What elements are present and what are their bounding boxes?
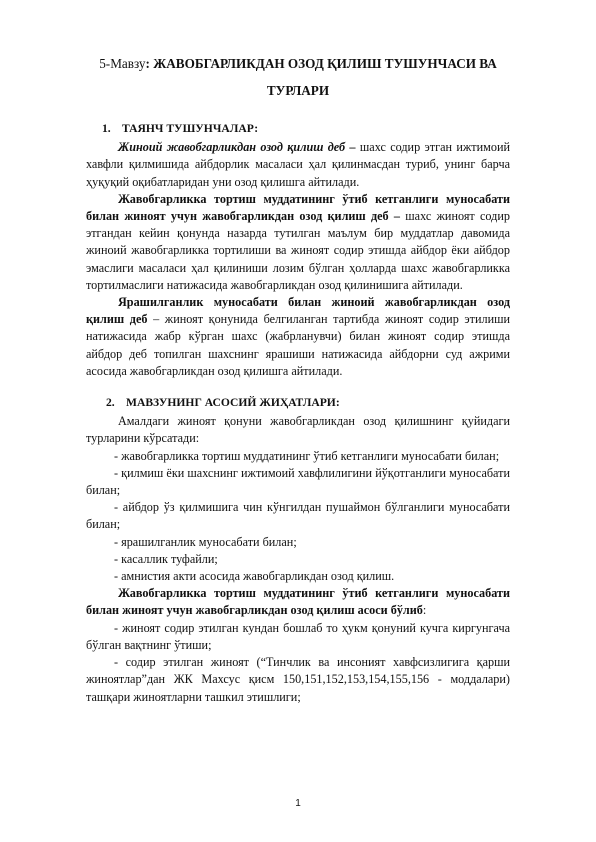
definition-term-2: Жавобгарликка тортиш муддатининг ўтиб кетганлиги муносабати билан жиноят учун жавобгарликдан озод қилиш деб –	[86, 191, 510, 224]
section-2-title: МАВЗУНИНГ АСОСИЙ ЖИҲАТЛАРИ:	[126, 396, 340, 410]
basis-paragraph	[86, 585, 510, 619]
title-colon: :	[145, 56, 154, 71]
title-main: ЖАВОБГАРЛИКДАН ОЗОД ҚИЛИШ ТУШУНЧАСИ ВА ТУРЛАРИ	[153, 56, 497, 98]
definition-text-2: шахс жиноят содир этгандан кейин қонунда назарда тутилган маълум бир муддатлар давомида жиноий жавобгарликка тортилиши ва жиноят содир этишда айбдор ёки айбдор эмаслиги масаласи ҳал қилиниши лозим бўлган ҳолларда шахс жавобгарликка тортилмаслиги натижасида жавобгарликдан озод қилинишига айтилади.	[86, 209, 510, 292]
basis-list-item: - содир этилган жиноят (“Тинчлик ва инсоният хавфсизлигига қарши жиноятлар”дан ЖК Махсус қисм 150,151,152,153,154,155,156 - моддалари) ташқари жиноятларни ташкил этишлиги;	[86, 655, 510, 704]
section-1-title: ТАЯНЧ ТУШУНЧАЛАР:	[122, 122, 259, 135]
list-item: - ярашилганлик муносабати билан;	[114, 534, 297, 549]
section-1-number: 1.	[102, 122, 111, 135]
section-2-heading	[86, 394, 510, 411]
definition-paragraph-1	[86, 139, 510, 191]
definition-text-1: шахс содир этган ижтимоий хавфли қилмишида айбдорлик масаласи ҳал қилинмасдан туриб, унинг барча ҳуқуқий оқибатларидан уни озод қилишга айтилади.	[86, 140, 510, 189]
section-1-heading	[86, 120, 510, 137]
definition-term-3: Ярашилганлик муносабати билан жиноий жавобгарликдан озод қилиш деб	[86, 295, 510, 327]
basis-list-item: - жиноят содир этилган кундан бошлаб то ҳукм қонуний кучга киргунгача бўлган вақтнинг ўтиши;	[86, 620, 510, 652]
list-item: - касаллик туфайли;	[114, 551, 218, 566]
page-title	[80, 50, 516, 104]
definition-paragraph-2	[86, 191, 510, 294]
list-item: - жавобгарликка тортиш муддатининг ўтиб кетганлиги муносабати билан;	[114, 448, 500, 463]
list-item: - амнистия акти асосида жавобгарликдан озод қилиш.	[114, 569, 395, 584]
topic-prefix: 5-Мавзу	[99, 56, 146, 71]
definition-term-1: Жиноий жавобгарликдан озод қилиш деб –	[118, 140, 356, 155]
definition-paragraph-3	[86, 294, 510, 380]
definition-text-3: – жиноят қонунида белгиланган тартибда жиноят содир этилиши натижасида жабр кўрган шахс (жабрланувчи) билан жиноят содир этишда айбдор деб топилган шахснинг ярашиши натижасида айбдорни суд ажрими асосида жавобгарликдан озод қилишга айтилади.	[86, 312, 510, 378]
section-2-intro: Амалдаги жиноят қонуни жавобгарликдан озод қилишнинг қуйидаги турларини кўрсатади:	[86, 414, 510, 446]
basis-term: Жавобгарликка тортиш муддатининг ўтиб кетганлиги муносабати билан жиноят учун жавобгарликдан озод қилиш асоси бўлиб	[86, 586, 510, 618]
list-item: - айбдор ўз қилмишига чин кўнгилдан пушаймон бўлганлиги муносабати билан;	[86, 500, 510, 532]
document-body	[86, 120, 510, 706]
basis-colon: :	[422, 603, 427, 618]
section-2-number: 2.	[106, 396, 115, 410]
list-item: - қилмиш ёки шахснинг ижтимоий хавфлилигини йўқотганлиги муносабати билан;	[86, 465, 510, 498]
page-number: 1	[295, 798, 301, 809]
